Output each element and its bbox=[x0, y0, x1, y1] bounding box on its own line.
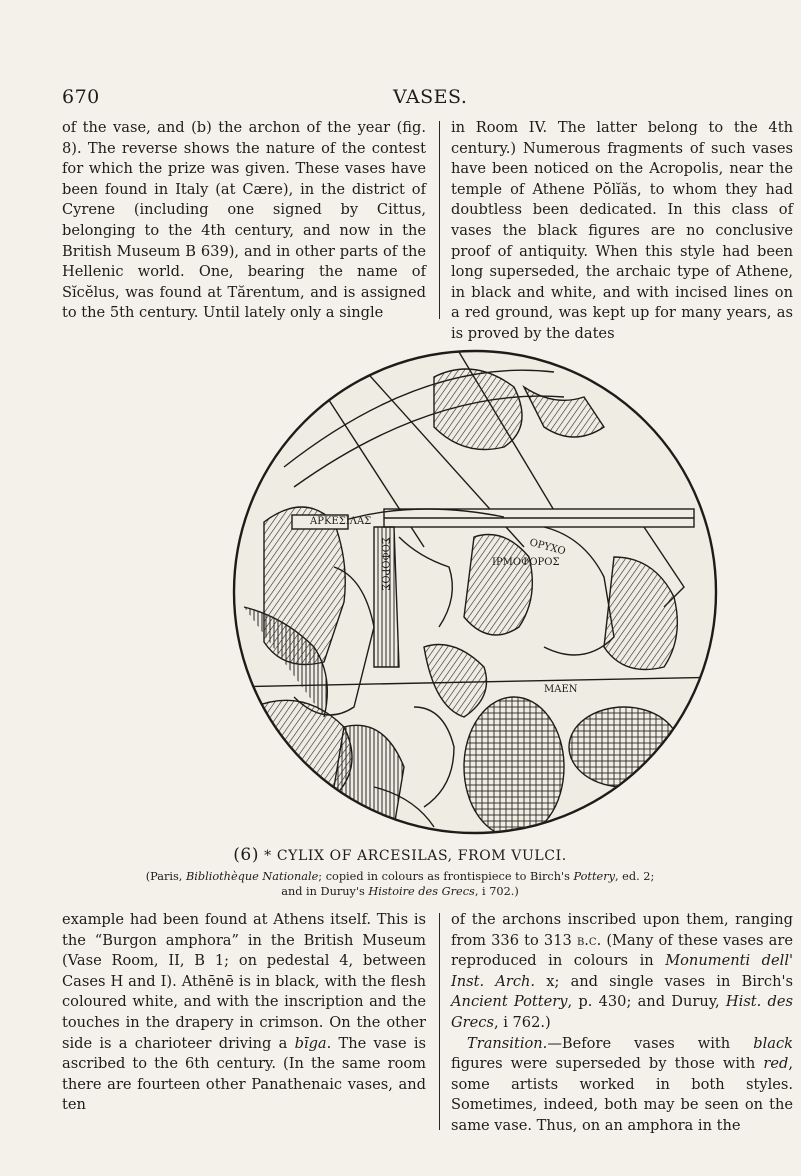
top-left-text: of the vase, and (b) the archon of the year (fig. 8). The reverse shows the nature of the contest for which the prize was given. These vases have been found in Italy (at Cære), in the district of Cyrene (including one signed by Cittus, belonging to the 4th century, and now in the British Museum B 639), and in other parts of the Hellenic world. One, bearing the name of Sĭcĕlus, was found at Tărentum, and is assigned to the 5th century. Until lately only a single bbox=[62, 119, 426, 322]
figure-caption bbox=[100, 845, 700, 865]
body-text: example had been found at Athens itself. This is the “Burgon amphora” in the British Museum (Vase Room, II, B 1; on pedestal 4, between Cases H and I). Athēnē is in black, with the flesh coloured white, and with the inscription and the touches in the drapery in crimson. On the other side is a charioteer driving a bbox=[62, 911, 426, 1052]
inscription-maen: ΜΑΕΝ bbox=[544, 684, 578, 695]
body-italic: Hist. des Grecs bbox=[451, 993, 794, 1031]
transition-paragraph bbox=[451, 1034, 793, 1137]
top-right-text: in Room IV. The latter belong to the 4th century.) Numerous fragments of such vases have been noticed on the Acropolis, near the temple of Athene Pŏlĭăs, to whom they had doubtless been dedicated. In this class of vases the black figures are no conclusive proof of antiquity. When this style had been long superseded, the archaic type of Athene, in black and white, and with incised lines on a red ground, was kept up for many years, as is proved by the dates bbox=[451, 119, 793, 342]
page-number: 670 bbox=[62, 86, 100, 108]
body-italic: black bbox=[753, 1034, 793, 1052]
era-abbrev: b.c. bbox=[576, 931, 602, 949]
figure-asterisk: * bbox=[264, 848, 272, 864]
top-right-column bbox=[451, 118, 793, 345]
source-text: , ed. 2; bbox=[614, 870, 655, 883]
source-text: (Paris, bbox=[145, 870, 186, 883]
body-text: . The vase is ascribed to the 6th century. (In the same room there are fourteen other Panathenaic vases, and ten bbox=[62, 1034, 426, 1114]
inscription-sophoros: ΣΟΦΟΡΟΣ bbox=[379, 537, 390, 591]
source-book-title: Pottery bbox=[573, 870, 615, 883]
body-text: figures were superseded by those with bbox=[451, 1055, 764, 1073]
body-text: of the archons inscribed upon them, ranging from 336 to 313 bbox=[451, 911, 793, 949]
body-italic: Ancient Pottery bbox=[451, 993, 568, 1011]
body-text: (Many of these vases are reproduced in colours in bbox=[451, 931, 793, 970]
section-heading: Transition. bbox=[467, 1034, 548, 1052]
body-italic: Monumenti dell' Inst. Arch. bbox=[451, 952, 794, 990]
running-title: VASES. bbox=[393, 86, 468, 108]
cylix-drawing bbox=[224, 347, 726, 837]
inscription-arkesilas: APKEΣIΛAΣ bbox=[310, 516, 372, 527]
body-text: , i 762.) bbox=[493, 1013, 551, 1031]
body-italic: bīga bbox=[294, 1034, 327, 1052]
bottom-left-column bbox=[62, 910, 426, 1116]
bottom-right-text bbox=[451, 910, 793, 1034]
cylix-illustration bbox=[224, 347, 726, 841]
body-text: x; and single vases in Birch's bbox=[535, 972, 793, 990]
figure-source bbox=[100, 869, 700, 899]
top-left-column bbox=[62, 118, 426, 324]
body-text: , some artists worked in both styles. Sometimes, indeed, both may be seen on the same vase. Thus, on an amphora in the bbox=[451, 1055, 793, 1134]
body-italic: red bbox=[763, 1055, 789, 1073]
bottom-left-text bbox=[62, 910, 426, 1116]
source-text: and in Duruy's bbox=[281, 885, 369, 898]
figure-title: CYLIX OF ARCESILAS, FROM VULCI. bbox=[276, 848, 567, 864]
source-text: ; copied in colours as frontispiece to Birch's bbox=[318, 870, 574, 883]
source-book-title: Histoire des Grecs bbox=[368, 885, 475, 898]
bottom-right-column bbox=[451, 910, 793, 1137]
source-library: Bibliothèque Nationale bbox=[185, 870, 319, 883]
source-text: , i 702.) bbox=[474, 885, 519, 898]
inscription-irmophoros: ΙΡΜΟΦΟΡΟΣ bbox=[492, 557, 560, 568]
body-text: —Before vases with bbox=[547, 1034, 754, 1052]
column-divider bbox=[439, 121, 440, 319]
figure-number: (6) bbox=[233, 845, 260, 865]
inscription-orycho: ΟΡΥΧΟ bbox=[528, 537, 567, 558]
body-text: , p. 430; and Duruy, bbox=[567, 993, 726, 1011]
column-divider bbox=[439, 913, 440, 1130]
